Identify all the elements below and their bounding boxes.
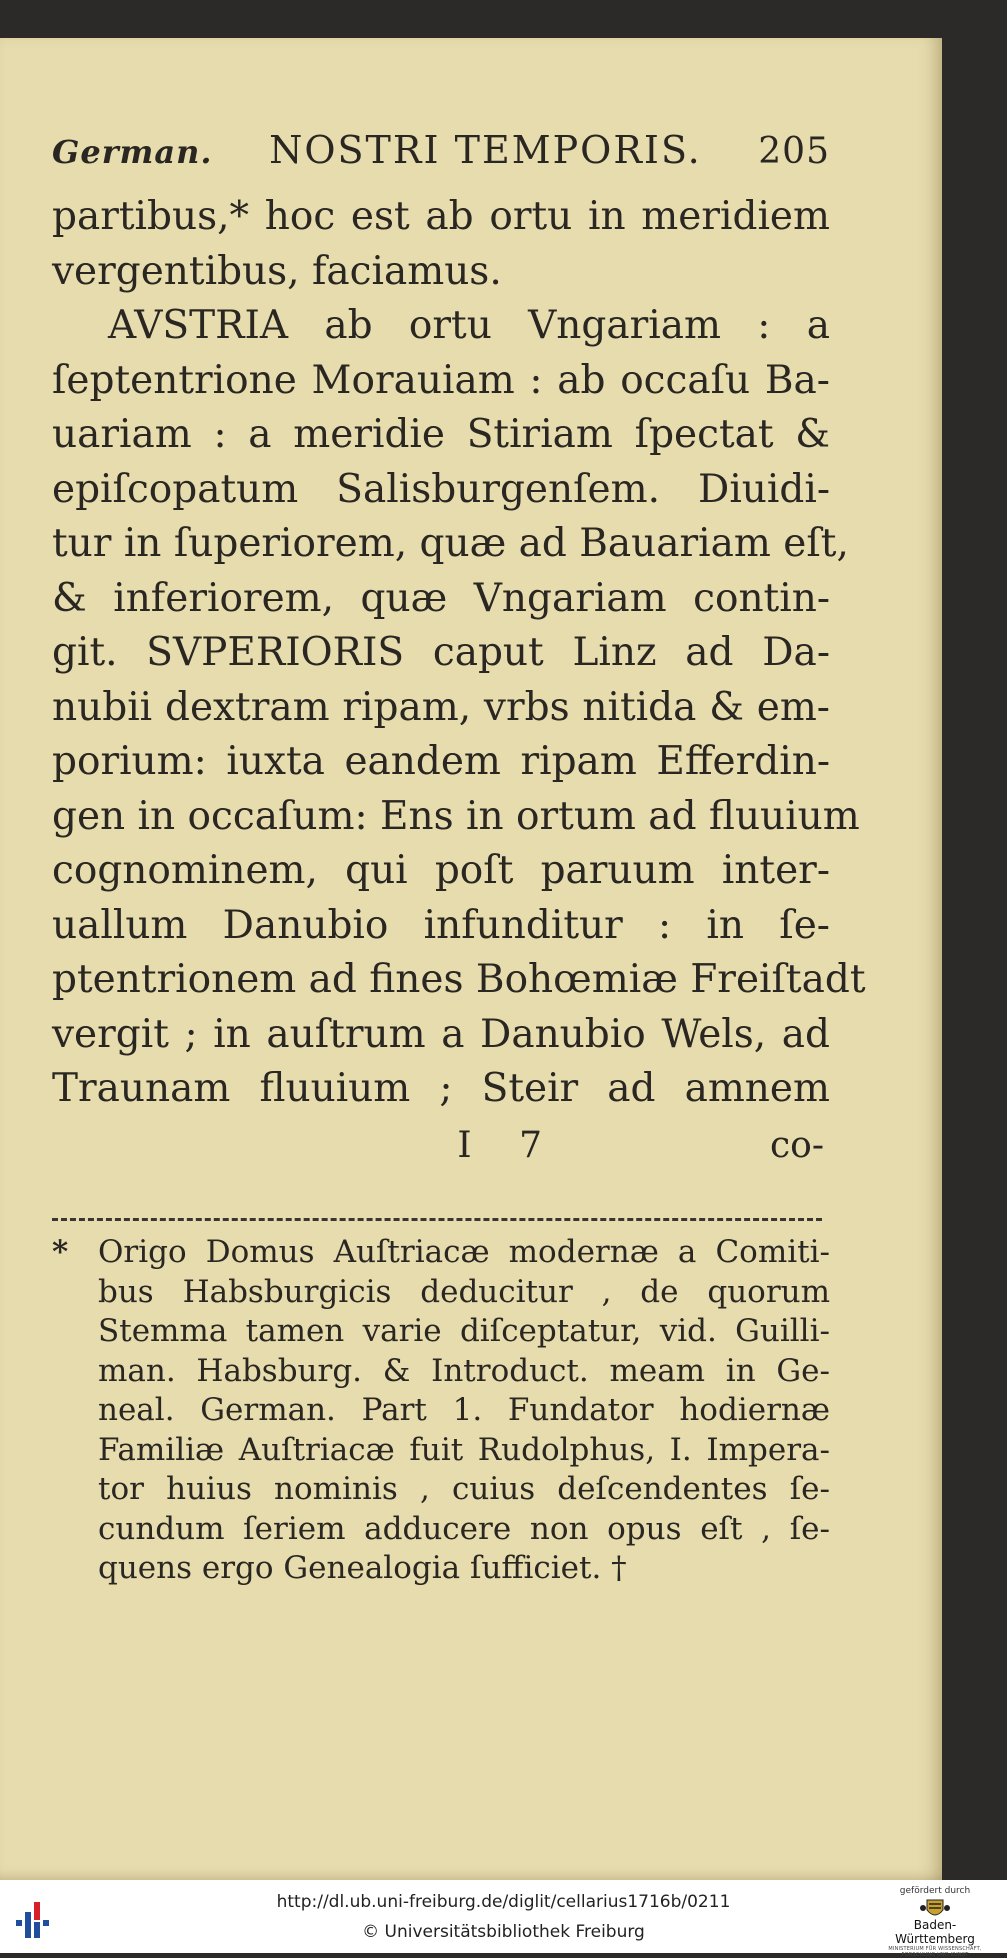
text-line: uallum Danubio infunditur : in ſe-: [52, 902, 830, 948]
footnote-line-text: Origo Domus Auſtriacæ modernæ a Comiti-: [98, 1234, 830, 1270]
text-line: cognominem, qui poſt paruum inter-: [52, 848, 830, 893]
document-url[interactable]: http://dl.ub.uni-freiburg.de/diglit/cellarius1716b/0211: [276, 1892, 731, 1912]
text-line: tur in ſuperiorem, quæ ad Bauariam eſt,: [52, 521, 849, 566]
signature-mark: I 7: [457, 1125, 560, 1166]
footnote-rule: [52, 1218, 822, 1221]
baden-wuerttemberg-crest-icon: [919, 1898, 951, 1920]
text-line: vergit ; in auſtrum a Danubio Wels, ad: [52, 1011, 830, 1057]
viewer-footer: [0, 1880, 1007, 1958]
text-line: porium: iuxta eandem ripam Efferdin-: [52, 739, 830, 784]
text-line: vergentibus, faciamus.: [52, 248, 502, 294]
footnote-line: quens ergo Genealogia ſufficiet. †: [98, 1550, 627, 1586]
ministry-name: MINISTERIUM FÜR WISSENSCHAFT, FORSCHUNG UND KUNST: [888, 1946, 982, 1958]
body-text: [52, 190, 866, 1117]
text-line: git. SVPERIORIS caput Linz ad Da-: [52, 630, 830, 675]
text-line: AVSTRIA ab ortu Vngariam : a: [108, 303, 830, 348]
text-line: partibus,* hoc est ab ortu in meridiem: [52, 194, 830, 239]
main-text-block: [52, 128, 866, 1175]
text-line: & inferiorem, quæ Vngariam contin-: [52, 575, 830, 621]
footnote-line: cundum ſeriem adducere non opus eſt , ſe-: [98, 1510, 830, 1547]
catchword: co-: [770, 1125, 824, 1166]
footnote-line: man. Habsburg. & Introduct. meam in Ge-: [98, 1352, 830, 1389]
running-header: [52, 128, 830, 184]
page-number: 205: [758, 131, 830, 172]
footnote-line: tor huius nominis , cuius deſcendentes ſe-: [98, 1471, 830, 1507]
text-line: nubii dextram ripam, vrbs nitida & em-: [52, 684, 830, 730]
signature-line: [52, 1117, 830, 1175]
text-line: epiſcopatum Salisburgenſem. Diuidi-: [52, 466, 830, 512]
state-name: Baden-Württemberg: [895, 1918, 975, 1946]
footnote-line: bus Habsburgicis deducitur , de quorum: [98, 1273, 830, 1310]
text-line: ſeptentrione Morauiam : ab occaſu Ba-: [52, 357, 830, 403]
text-line: uariam : a meridie Stiriam ſpectat &: [52, 412, 830, 457]
book-page: [0, 38, 945, 1880]
footnote-line: [52, 1233, 830, 1273]
scan-edge: [942, 38, 1007, 1880]
footnote-line: neal. German. Part 1. Fundator hodiernæ: [98, 1392, 830, 1428]
funding-logo: [875, 1886, 995, 1958]
header-title: NOSTRI TEMPORIS.: [269, 128, 702, 172]
footnote-line: Stemma tamen varie diſceptatur, vid. Guilli-: [98, 1313, 830, 1349]
header-left: German.: [52, 133, 213, 171]
copyright-notice: © Universitätsbibliothek Freiburg: [362, 1922, 645, 1942]
funded-by-label: gefördert durch: [899, 1886, 971, 1896]
text-line: gen in occaſum: Ens in ortum ad fluuium: [52, 793, 860, 839]
footnote-marker: *: [52, 1234, 69, 1270]
text-line: ptentrionem ad fines Bohœmiæ Freiſtadt: [52, 957, 866, 1002]
footnote-line: Familiæ Auſtriacæ fuit Rudolphus, I. Impera-: [98, 1431, 830, 1468]
text-line: Traunam fluuium ; Steir ad amnem: [52, 1066, 830, 1111]
footnote-block: [52, 1233, 830, 1589]
